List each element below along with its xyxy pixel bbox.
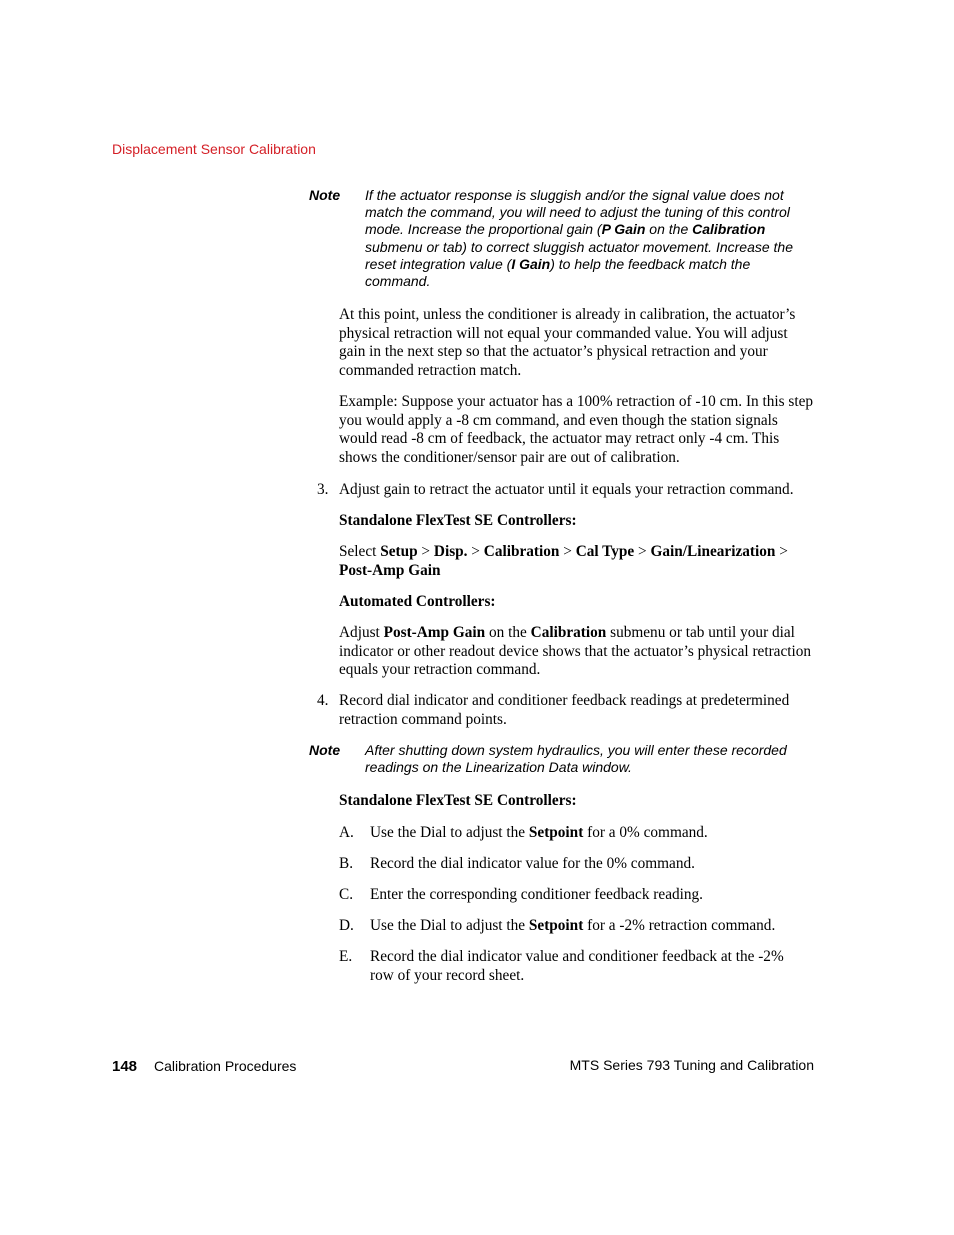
note-label: Note [309, 187, 341, 203]
substep-letter: A. [339, 824, 354, 841]
substep-letter: C. [339, 886, 354, 903]
step-number: 4. [317, 692, 329, 709]
footer-doc-title: MTS Series 793 Tuning and Calibration [569, 1057, 814, 1073]
substep-letter: E. [339, 948, 353, 965]
paragraph-example: Example: Suppose your actuator has a 100% retraction of -10 cm. In this step you would apply a -8 cm command, and even though the station signals would read -8 cm of feedback, the actuator may retract only -4 cm. This shows the conditioner/sensor pair are out of calibration. [339, 393, 814, 467]
substep-text: Enter the corresponding conditioner feedback reading. [370, 886, 703, 903]
note-text: If the actuator response is sluggish and/or the signal value does not match the command, you will need to adjust the tuning of this control mode. Increase the proportional gain (P Gain on the Calibration submenu or tab) to correct sluggish actuator movement. Increase the reset integration value (I Gain) to help the feedback match the command. [365, 187, 793, 290]
subheading-standalone: Standalone FlexTest SE Controllers: [339, 792, 577, 809]
step-text: Record dial indicator and conditioner feedback readings at predetermined retraction command points. [339, 692, 790, 728]
menu-path: Select Setup > Disp. > Calibration > Cal Type > Gain/Linearization > Post-Amp Gain [339, 543, 788, 579]
step-number: 3. [317, 481, 329, 498]
note-label: Note [309, 742, 341, 758]
substep-text: Use the Dial to adjust the Setpoint for a 0% command. [370, 824, 708, 841]
subheading-standalone: Standalone FlexTest SE Controllers: [339, 512, 577, 529]
subheading-automated: Automated Controllers: [339, 593, 496, 610]
substep-letter: B. [339, 855, 354, 872]
substep-text: Use the Dial to adjust the Setpoint for a -2% retraction command. [370, 917, 776, 934]
substep-text: Record the dial indicator value and conditioner feedback at the -2% row of your record sheet. [370, 948, 784, 984]
page-number: 148 [112, 1058, 138, 1075]
paragraph-adjust: Adjust Post-Amp Gain on the Calibration submenu or tab until your dial indicator or other readout device shows that the actuator’s physical retraction equals your retraction command. [339, 624, 812, 679]
section-header: Displacement Sensor Calibration [112, 141, 316, 157]
paragraph-conditioner: At this point, unless the conditioner is already in calibration, the actuator’s physical retraction will not equal your commanded value. You will adjust gain in the next step so that the actuator’s physical retraction and your commanded retraction match. [339, 306, 796, 380]
note-text: After shutting down system hydraulics, you will enter these recorded readings on the Linearization Data window. [365, 742, 787, 776]
step-text: Adjust gain to retract the actuator until it equals your retraction command. [339, 481, 794, 498]
footer-chapter: Calibration Procedures [154, 1058, 297, 1074]
substep-letter: D. [339, 917, 354, 934]
substep-text: Record the dial indicator value for the 0% command. [370, 855, 695, 872]
